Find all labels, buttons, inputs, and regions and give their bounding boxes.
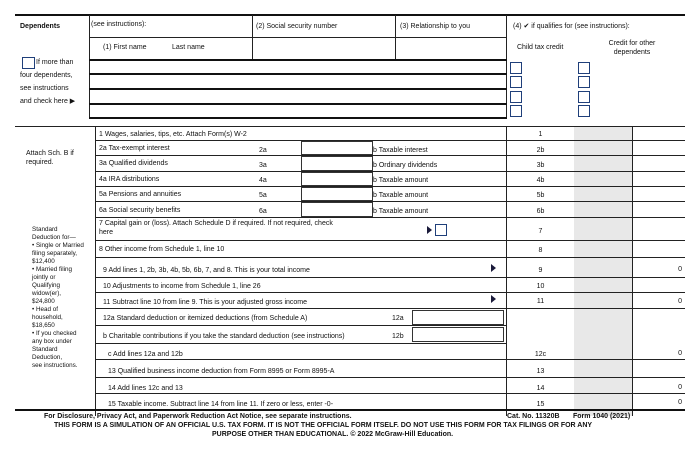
code-5b: 5b (536, 192, 545, 199)
dep-3-name-field[interactable] (92, 91, 247, 101)
first-name-header: (1) First name (103, 44, 147, 51)
line-9-label: 9 Add lines 1, 2b, 3b, 4b, 5b, 6b, 7, and 8. This is your total income (103, 267, 310, 274)
line-12a-rule (95, 325, 507, 326)
line-6b-amount-field[interactable] (575, 203, 631, 216)
dep-3-relationship-field[interactable] (400, 91, 502, 101)
other-credit-checkbox-1[interactable] (578, 62, 590, 74)
simulation-notice-1: THIS FORM IS A SIMULATION OF AN OFFICIAL U.S. TAX FORM. IT IS NOT THE OFFICIAL FORM ITSELF. DO NOT USE THIS FORM FOR TAX FILINGS OR FOR ANY (54, 422, 593, 429)
code-7: 7 (538, 228, 543, 235)
line-12b-label: b Charitable contributions if you take the standard deduction (see instructions) (103, 333, 345, 340)
attach-sch-b-2: required. (26, 159, 54, 166)
code-14: 14 (536, 385, 545, 392)
line-12c-amount[interactable]: 0 (678, 350, 682, 357)
line-4-rule (95, 186, 685, 187)
see-instructions: (see instructions): (91, 21, 147, 28)
line-3a-input[interactable] (301, 156, 373, 171)
line-8-amount-field[interactable] (575, 242, 631, 256)
code-9: 9 (538, 267, 543, 274)
line-8-rule (95, 257, 685, 258)
credit-other-header-1: Credit for other (608, 40, 656, 47)
other-credit-checkbox-2[interactable] (578, 76, 590, 88)
dep-3-ssn-field[interactable] (256, 91, 391, 101)
std-ded-4: $12,400 (32, 258, 55, 265)
line-10-amount-field[interactable] (575, 279, 631, 291)
last-name-header: Last name (172, 44, 205, 51)
line-3a-label: 3a Qualified dividends (99, 160, 168, 167)
line-5a-label: 5a Pensions and annuities (99, 191, 182, 198)
std-ded-13: • If you checked (32, 330, 77, 337)
more-than-line-2: four dependents, (20, 72, 73, 79)
code-12c: 12c (534, 351, 547, 358)
line-1-label: 1 Wages, salaries, tips, etc. Attach Form(s) W-2 (99, 131, 247, 138)
dep-2-name-field[interactable] (92, 76, 247, 86)
dep-header-line (89, 37, 507, 38)
std-ded-11: household, (32, 314, 63, 321)
line-9-amount[interactable]: 0 (678, 266, 682, 273)
dep-1-ssn-field[interactable] (256, 62, 391, 72)
line-4a-label: 4a IRA distributions (99, 176, 160, 183)
line-14-amount[interactable]: 0 (678, 384, 682, 391)
dep-row-line-3 (89, 103, 507, 105)
other-credit-checkbox-3[interactable] (578, 91, 590, 103)
disclosure-notice: For Disclosure, Privacy Act, and Paperwork Reduction Act Notice, see separate instructions. (44, 413, 352, 420)
std-ded-8: widow(er), (32, 290, 62, 297)
dependents-title: Dependents (20, 23, 61, 30)
other-credit-checkbox-4[interactable] (578, 105, 590, 117)
std-ded-9: $24,800 (32, 298, 55, 305)
line-11-arrow-icon (491, 295, 496, 303)
line-3b-amount-field[interactable] (575, 157, 631, 170)
line-13-label: 13 Qualified business income deduction from Form 8995 or Form 8995-A (108, 368, 335, 375)
label-col-line (95, 126, 96, 416)
line-6-rule (95, 217, 685, 218)
line-2a-input[interactable] (301, 141, 373, 155)
line-15-amount[interactable]: 0 (678, 399, 682, 406)
line-1-rule (95, 140, 685, 141)
std-ded-6: jointly or (32, 274, 56, 281)
line-11-amount[interactable]: 0 (678, 298, 682, 305)
line-7-amount-field[interactable] (575, 219, 631, 239)
simulation-notice-2: PURPOSE OTHER THAN EDUCATIONAL. © 2022 McGraw-Hill Education. (212, 431, 454, 438)
line-14-label: 14 Add lines 12c and 13 (108, 385, 183, 392)
line-4b-label: b Taxable amount (373, 177, 429, 184)
std-ded-16: Deduction, (32, 354, 63, 361)
code-11: 11 (536, 298, 545, 305)
code-13: 13 (536, 368, 545, 375)
line-4b-amount-field[interactable] (575, 173, 631, 185)
line-2a-code: 2a (259, 147, 267, 154)
line-6a-label: 6a Social security benefits (99, 207, 181, 214)
std-ded-14: any box under (32, 338, 72, 345)
top-border (15, 14, 685, 16)
line-5-rule (95, 201, 685, 202)
dep-4-name-field[interactable] (92, 106, 247, 116)
line-12c-label: c Add lines 12a and 12b (108, 351, 183, 358)
line-13-amount-field[interactable] (575, 361, 631, 376)
line-9-rule (95, 277, 685, 278)
line-10-label: 10 Adjustments to income from Schedule 1, line 26 (103, 283, 261, 290)
child-credit-checkbox-1[interactable] (510, 62, 522, 74)
line-8-label: 8 Other income from Schedule 1, line 10 (99, 246, 225, 253)
line-9-arrow-icon (491, 264, 496, 272)
ssn-header: (2) Social security number (256, 23, 338, 30)
line-12a-code: 12a (392, 315, 404, 322)
child-credit-checkbox-3[interactable] (510, 91, 522, 103)
form-id: Form 1040 (2021) (573, 413, 631, 420)
attach-sch-b-1: Attach Sch. B if (26, 150, 74, 157)
line-7-checkbox[interactable] (435, 224, 447, 236)
line-3-rule (95, 171, 685, 172)
code-2b: 2b (536, 147, 545, 154)
line-7-rule (95, 240, 685, 241)
line-6a-code: 6a (259, 208, 267, 215)
std-ded-1: Deduction for— (32, 234, 76, 241)
std-ded-0: Standard (32, 226, 58, 233)
line-4a-input[interactable] (301, 172, 373, 186)
std-ded-12: $18,650 (32, 322, 55, 329)
std-ded-3: filing separately, (32, 250, 78, 257)
std-ded-10: • Head of (32, 306, 59, 313)
line-12c-rule (95, 359, 685, 360)
line-7-label-2: here (99, 229, 114, 236)
line-2a-label: 2a Tax-exempt interest (99, 145, 170, 152)
dep-row-line-1 (89, 73, 507, 75)
dep-1-relationship-field[interactable] (400, 62, 502, 72)
line-7-label-1: 7 Capital gain or (loss). Attach Schedule D if required. If not required, check (99, 220, 333, 227)
more-than-line-4: and check here ▶ (20, 98, 76, 105)
credit-other-header-2: dependents (613, 49, 651, 56)
code-6b: 6b (536, 208, 545, 215)
qualifies-header: (4) ✔ if qualifies for (see instructions): (513, 23, 630, 30)
std-ded-2: • Single or Married (32, 242, 84, 249)
cat-number: Cat. No. 11320B (507, 413, 560, 420)
line-5a-input[interactable] (301, 187, 373, 201)
relationship-header: (3) Relationship to you (400, 23, 471, 30)
line-10-rule (95, 292, 685, 293)
line-2b-amount-field[interactable] (575, 142, 631, 154)
dep-row-line-4 (89, 117, 507, 119)
line-15-label: 15 Taxable income. Subtract line 14 from line 11. If zero or less, enter -0- (108, 401, 334, 408)
dep-row-line-2 (89, 88, 507, 90)
line-12b-rule (95, 343, 507, 344)
line-1-amount-field[interactable] (575, 128, 631, 139)
std-ded-15: Standard (32, 346, 58, 353)
line-12a-input[interactable] (412, 310, 504, 325)
line-5b-label: b Taxable amount (373, 192, 429, 199)
std-ded-17: see instructions. (32, 362, 78, 369)
std-ded-5: • Married filing (32, 266, 72, 273)
line-11-label: 11 Subtract line 10 from line 9. This is your adjusted gross income (103, 299, 308, 306)
line-12b-input[interactable] (412, 327, 504, 342)
child-credit-checkbox-2[interactable] (510, 76, 522, 88)
std-ded-7: Qualifying (32, 282, 61, 289)
line-5b-amount-field[interactable] (575, 188, 631, 200)
code-4b: 4b (536, 177, 545, 184)
line-12b-code: 12b (392, 333, 404, 340)
line-6b-label: b Taxable amount (373, 208, 429, 215)
dep-1-name-field[interactable] (92, 62, 247, 72)
more-than-line-1: If more than (36, 59, 74, 66)
line-15-rule (15, 409, 685, 411)
line-11-rule (95, 308, 685, 309)
line-3a-code: 3a (259, 162, 267, 169)
line-7-arrow-icon (427, 226, 432, 234)
dep-row-line-0 (89, 59, 507, 61)
line-3b-label: b Ordinary dividends (373, 162, 438, 169)
right-col-right-line (632, 126, 633, 416)
code-15: 15 (536, 401, 545, 408)
dep-4-ssn-field[interactable] (256, 106, 391, 116)
line-13-rule (95, 377, 685, 378)
child-tax-credit-header: Child tax credit (517, 44, 564, 51)
line-14-rule (95, 393, 685, 394)
dep-4-relationship-field[interactable] (400, 106, 502, 116)
code-3b: 3b (536, 162, 545, 169)
code-1: 1 (538, 131, 543, 138)
line-5a-code: 5a (259, 192, 267, 199)
line-4a-code: 4a (259, 177, 267, 184)
line-12a-label: 12a Standard deduction or itemized deductions (from Schedule A) (103, 315, 308, 322)
code-8: 8 (538, 247, 543, 254)
more-than-four-checkbox[interactable] (22, 57, 35, 69)
code-10: 10 (536, 283, 545, 290)
dep-2-ssn-field[interactable] (256, 76, 391, 86)
child-credit-checkbox-4[interactable] (510, 105, 522, 117)
line-2b-label: b Taxable interest (373, 147, 428, 154)
line-2-rule (95, 155, 685, 156)
dep-2-relationship-field[interactable] (400, 76, 502, 86)
more-than-line-3: see instructions (20, 85, 69, 92)
line-6a-input[interactable] (301, 202, 373, 217)
